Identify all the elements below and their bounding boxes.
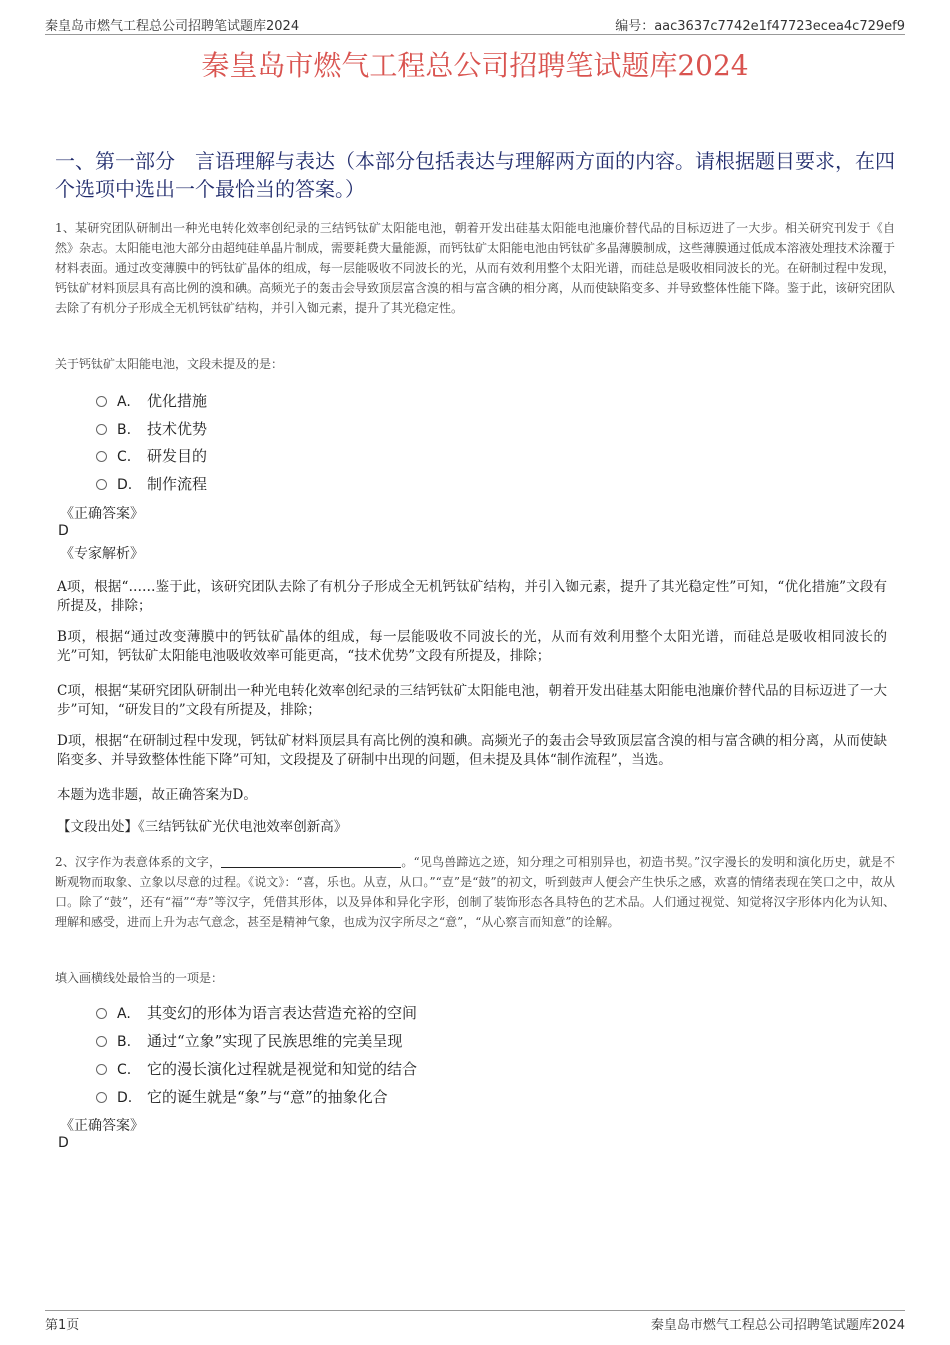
q1-analysis-a: A项，根据“……鉴于此，该研究团队去除了有机分子形成全无机钙钛矿结构，并引入铷元素，提升了其光稳定性”可知，“优化措施”文段有所提及，排除； xyxy=(57,579,887,614)
q1-option-d[interactable]: D. 制作流程 xyxy=(96,473,207,494)
section-heading: 一、第一部分 言语理解与表达（本部分包括表达与理解两方面的内容。请根据题目要求，在四个选项中选出一个最恰当的答案。） xyxy=(55,149,895,201)
q2-option-d[interactable]: D. 它的诞生就是“象”与“意”的抽象化合 xyxy=(96,1086,388,1107)
q1-analysis-label: 《专家解析》 xyxy=(60,546,144,562)
q2-answer-label: 《正确答案》 xyxy=(60,1118,144,1134)
radio-icon[interactable] xyxy=(96,479,107,490)
q1-option-c[interactable]: C. 研发目的 xyxy=(96,445,207,466)
q1-source: 【文段出处】《三结钙钛矿光伏电池效率创新高》 xyxy=(57,819,348,835)
header-document-number: 编号：aac3637c7742e1f47723ecea4c729ef9 xyxy=(615,19,905,34)
q1-option-b[interactable]: B. 技术优势 xyxy=(96,418,207,439)
q1-analysis-b: B项，根据“通过改变薄膜中的钙钛矿晶体的组成，每一层能吸收不同波长的光，从而有效利用整个太阳光谱，而硅总是吸收相同波长的光”可知，钙钛矿太阳能电池吸收效率可能更高，“技术优势”文段有所提及，排除； xyxy=(57,629,887,664)
q2-stem: 填入画横线处最恰当的一项是： xyxy=(55,971,224,985)
q1-answer-label: 《正确答案》 xyxy=(60,506,144,522)
q1-conclusion: 本题为选非题，故正确答案为D。 xyxy=(57,787,257,803)
header-left-text: 秦皇岛市燃气工程总公司招聘笔试题库2024 xyxy=(45,19,300,34)
fill-blank xyxy=(221,855,401,868)
q2-option-c[interactable]: C. 它的漫长演化过程就是视觉和知觉的结合 xyxy=(96,1058,417,1079)
radio-icon[interactable] xyxy=(96,1008,107,1019)
q1-analysis-c: C项，根据“某研究团队研制出一种光电转化效率创纪录的三结钙钛矿太阳能电池，朝着开发出硅基太阳能电池廉价替代品的目标迈进了一大步”可知，“研发目的”文段有所提及，排除； xyxy=(57,683,887,718)
q1-stem: 关于钙钛矿太阳能电池，文段未提及的是： xyxy=(55,357,284,371)
radio-icon[interactable] xyxy=(96,451,107,462)
page-title: 秦皇岛市燃气工程总公司招聘笔试题库2024 xyxy=(201,49,749,82)
radio-icon[interactable] xyxy=(96,396,107,407)
page-header xyxy=(45,14,905,35)
q2-answer: D xyxy=(58,1135,69,1151)
q1-option-a[interactable]: A. 优化措施 xyxy=(96,390,207,411)
radio-icon[interactable] xyxy=(96,424,107,435)
radio-icon[interactable] xyxy=(96,1092,107,1103)
q2-option-b[interactable]: B. 通过“立象”实现了民族思维的完美呈现 xyxy=(96,1030,402,1051)
radio-icon[interactable] xyxy=(96,1064,107,1075)
q2-option-a[interactable]: A. 其变幻的形体为语言表达营造充裕的空间 xyxy=(96,1002,417,1023)
q2-passage: 2、汉字作为表意体系的文字， 。“见鸟兽蹄迒之迹，知分理之可相别异也，初造书契。”汉字漫长的发明和演化历史，就是不断观物而取象、立象以尽意的过程。《说文》：“喜，乐也。从壴，从口。”“壴”是“鼓”的初文，听到鼓声人便会产生快乐之感，欢喜的情绪表现在笑口之中，故从口。除了“鼓”，还有“福”“寿”等汉字，凭借其形体，以及异体和异化字形，创制了装饰形态各具特色的艺术品。人们通过视觉、知觉将汉字形体内化为认知、理解和感受，进而上升为志气意念，甚至是精神气象，也成为汉字所尽之“意”，“从心察言而知意”的诠解。 xyxy=(55,855,895,929)
radio-icon[interactable] xyxy=(96,1036,107,1047)
q1-answer: D xyxy=(58,523,69,539)
q1-passage: 1、某研究团队研制出一种光电转化效率创纪录的三结钙钛矿太阳能电池，朝着开发出硅基太阳能电池廉价替代品的目标迈进了一大步。相关研究刊发于《自然》杂志。太阳能电池大部分由超纯硅单晶片制成，需要耗费大量能源，而钙钛矿太阳能电池由钙钛矿多晶薄膜制成，这些薄膜通过低成本溶液处理技术涂覆于材料表面。通过改变薄膜中的钙钛矿晶体的组成，每一层能吸收不同波长的光，从而有效利用整个太阳光谱，而硅总是吸收相同波长的光。在研制过程中发现，钙钛矿材料顶层具有高比例的溴和碘。高频光子的轰击会导致顶层富含溴的相与富含碘的相分离，从而使缺陷变多、并导致整体性能下降。鉴于此，该研究团队去除了有机分子形成全无机钙钛矿结构，并引入铷元素，提升了其光稳定性。 xyxy=(55,221,896,315)
q1-analysis-d: D项，根据“在研制过程中发现，钙钛矿材料顶层具有高比例的溴和碘。高频光子的轰击会导致顶层富含溴的相与富含碘的相分离，从而使缺陷变多、并导致整体性能下降”可知，文段提及了研制中出现的问题，但未提及具体“制作流程”，当选。 xyxy=(57,733,887,768)
page-number: 第1页 xyxy=(45,1318,80,1333)
page-footer xyxy=(45,1310,905,1334)
footer-title: 秦皇岛市燃气工程总公司招聘笔试题库2024 xyxy=(650,1318,905,1333)
